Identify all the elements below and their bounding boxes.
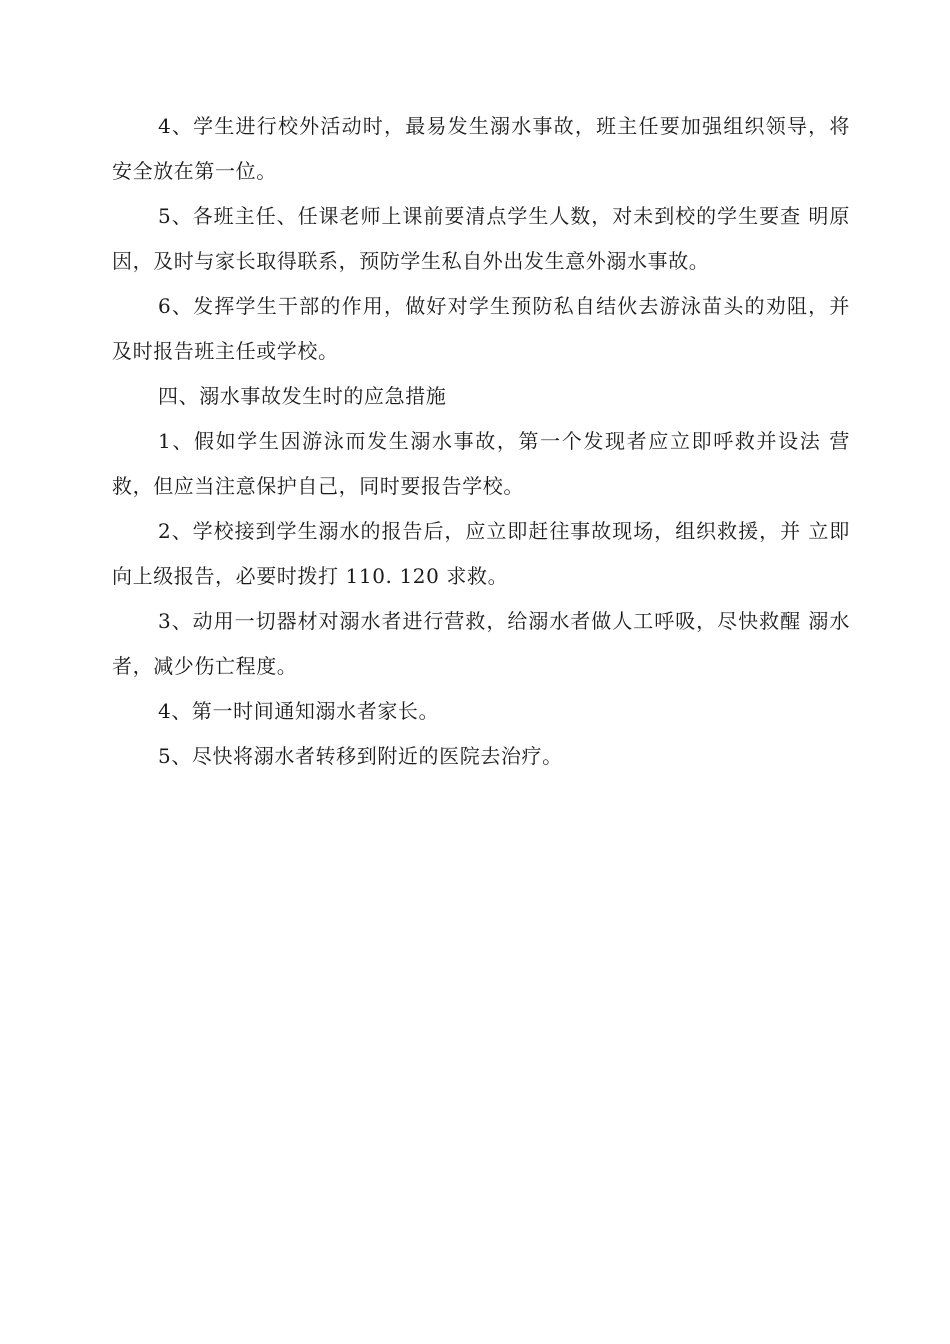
paragraph-item-4-school-activity: 4、学生进行校外活动时，最易发生溺水事故，班主任要加强组织领导，将安全放在第一位。 xyxy=(112,114,850,183)
document-body xyxy=(112,104,850,779)
paragraph-emergency-2: 2、学校接到学生溺水的报告后，应立即赶往事故现场，组织救援，并 立即向上级报告，必要时拨打 110. 120 求救。 xyxy=(112,519,850,588)
section-heading-emergency-measures: 四、溺水事故发生时的应急措施 xyxy=(158,384,447,408)
paragraph-emergency-4: 4、第一时间通知溺水者家长。 xyxy=(158,699,440,723)
paragraph-item-5-attendance: 5、各班主任、任课老师上课前要清点学生人数，对未到校的学生要查 明原因，及时与家长取得联系，预防学生私自外出发生意外溺水事故。 xyxy=(112,204,850,273)
paragraph-emergency-1: 1、假如学生因游泳而发生溺水事故，第一个发现者应立即呼救并设法 营救，但应当注意保护自己，同时要报告学校。 xyxy=(112,429,850,498)
paragraph-emergency-5: 5、尽快将溺水者转移到附近的医院去治疗。 xyxy=(158,744,563,768)
paragraph-item-6-student-leaders: 6、发挥学生干部的作用，做好对学生预防私自结伙去游泳苗头的劝阻，并及时报告班主任或学校。 xyxy=(112,294,850,363)
paragraph-emergency-3: 3、动用一切器材对溺水者进行营救，给溺水者做人工呼吸，尽快救醒 溺水者，减少伤亡程度。 xyxy=(112,609,850,678)
